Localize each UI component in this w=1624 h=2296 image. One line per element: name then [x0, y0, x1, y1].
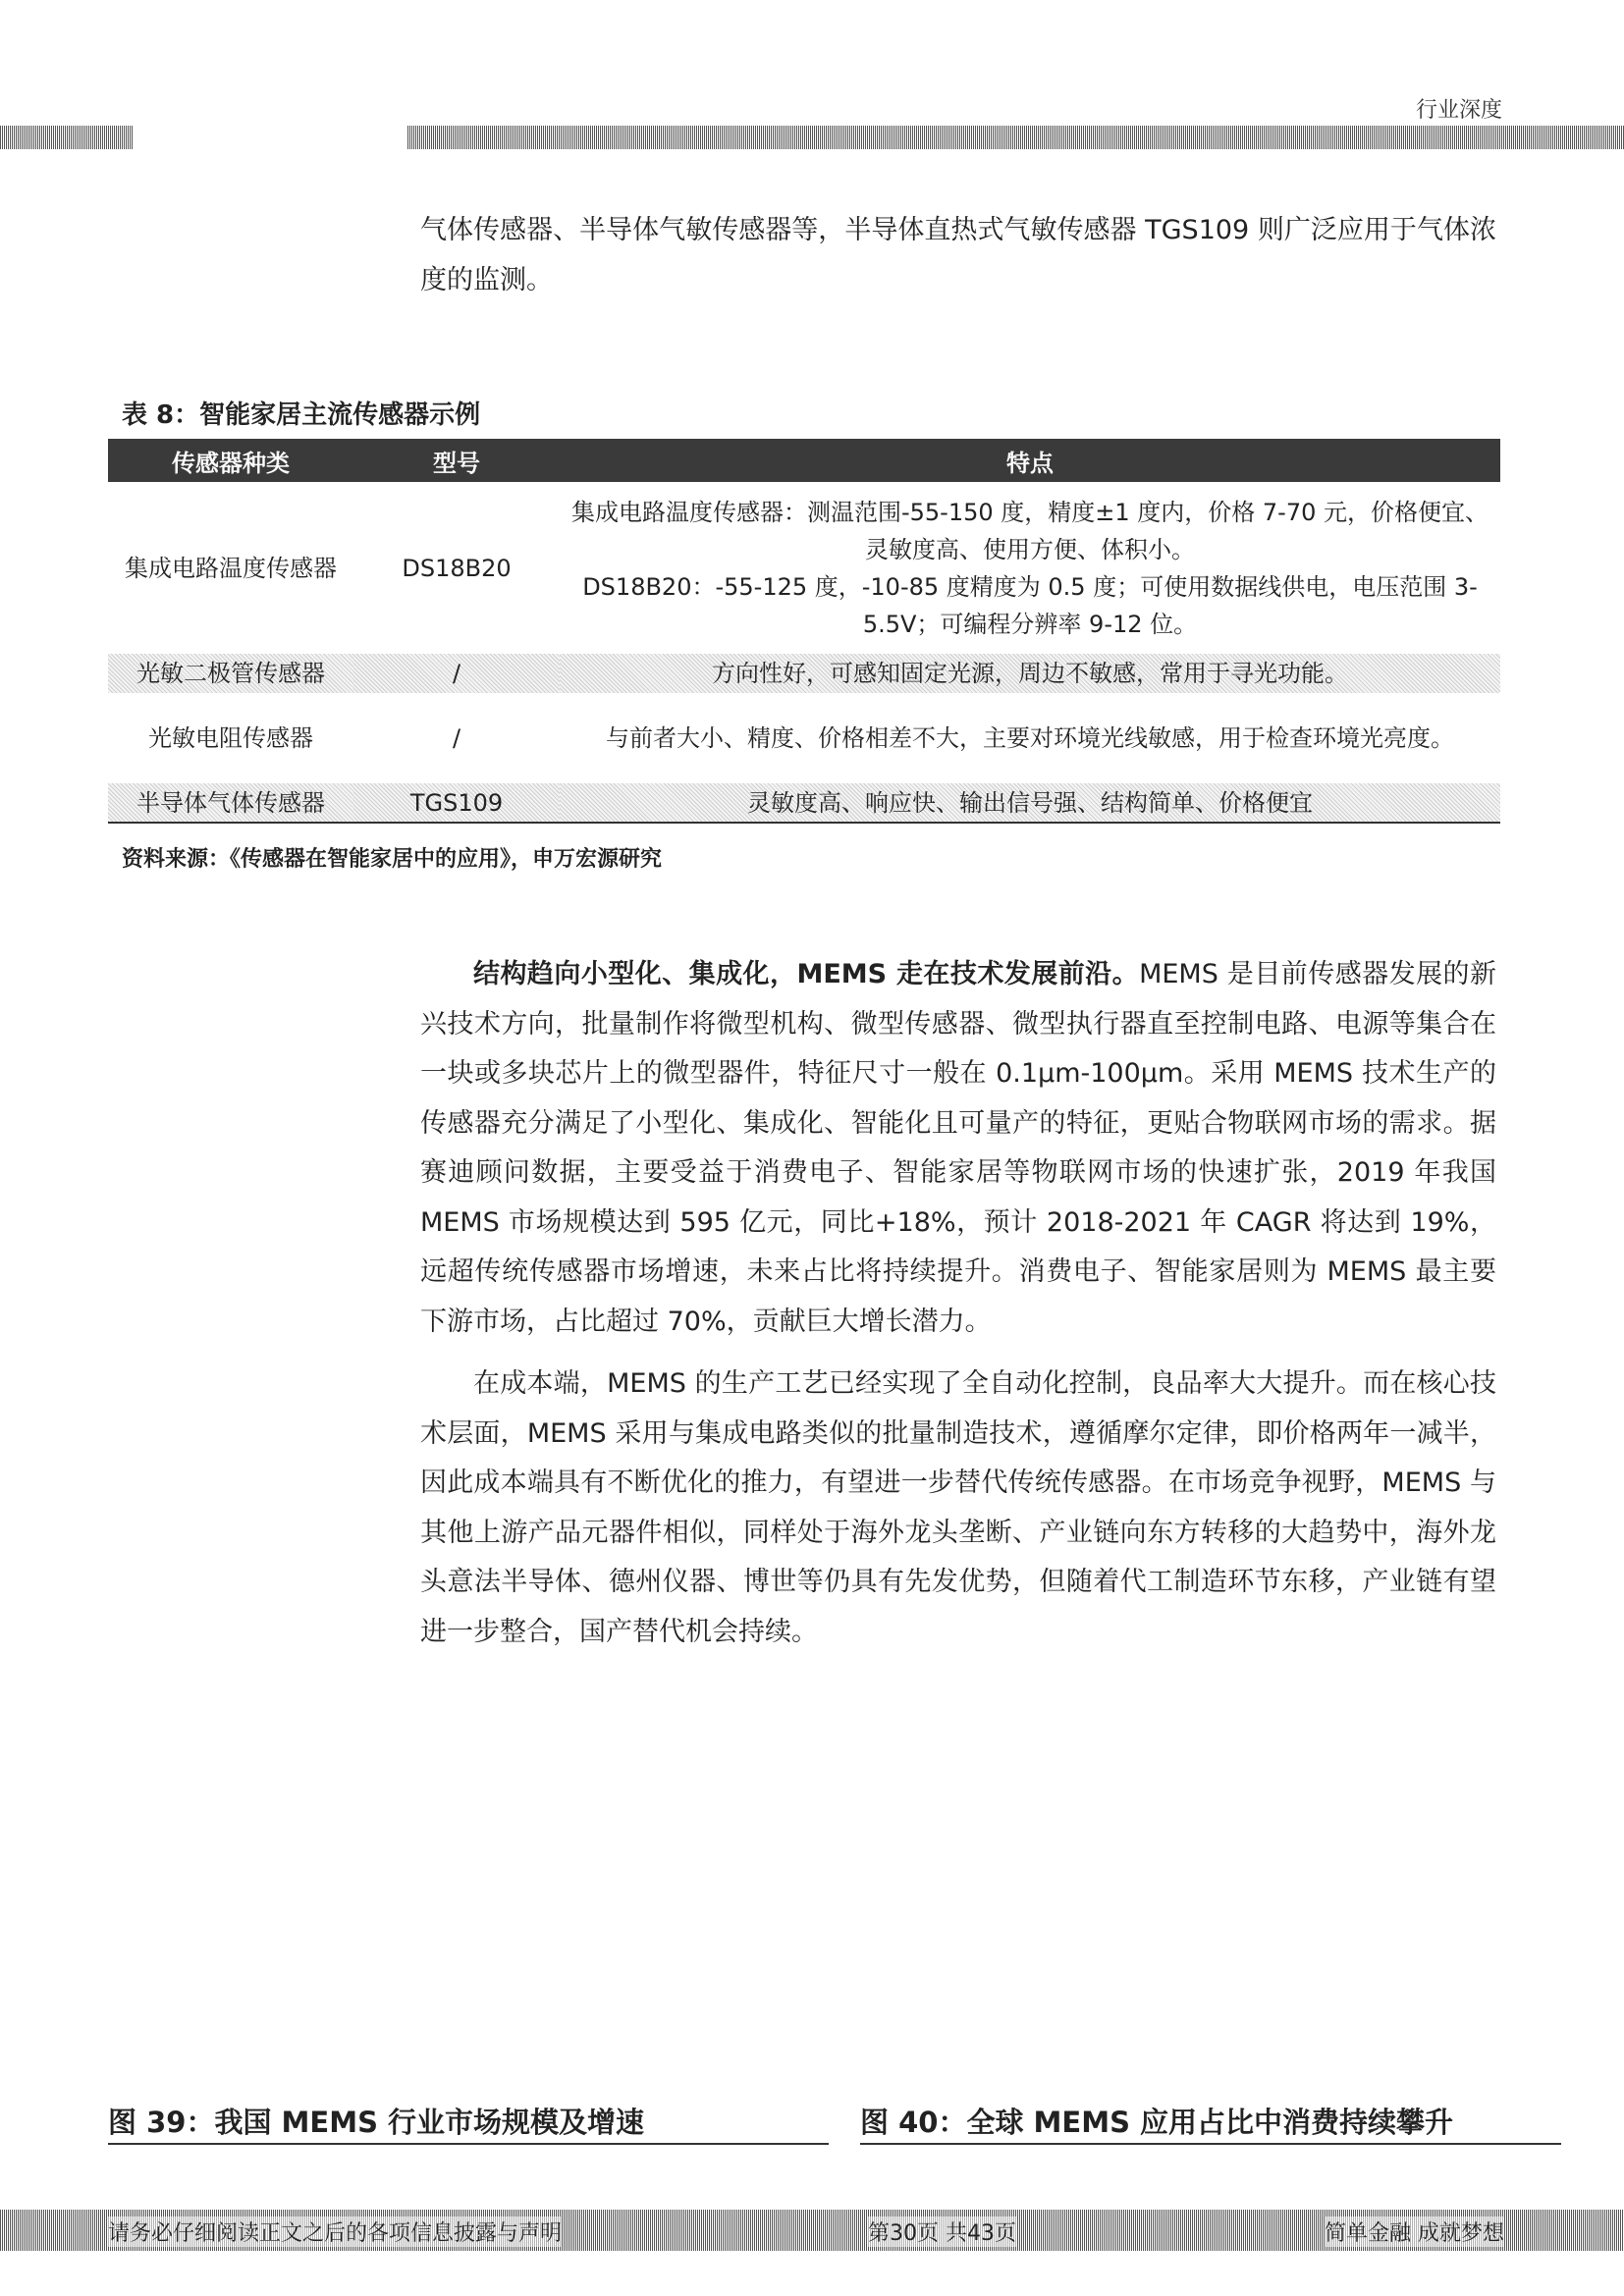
table-row — [108, 654, 1500, 693]
table-header-row — [108, 439, 1500, 482]
col-header-type: 传感器种类 — [108, 439, 353, 482]
intro-text: 气体传感器、半导体气敏传感器等，半导体直热式气敏传感器 TGS109 则广泛应用于气体浓度的监测。 — [420, 215, 1496, 295]
figure-39-rule — [108, 2143, 829, 2145]
cell-feature: 灵敏度高、响应快、输出信号强、结构简单、价格便宜 — [560, 783, 1500, 823]
figure-40-title: 图 40：全球 MEMS 应用占比中消费持续攀升 — [860, 2106, 1454, 2139]
col-header-model: 型号 — [353, 439, 560, 482]
cell-type: 半导体气体传感器 — [108, 783, 353, 823]
sensor-table — [108, 439, 1500, 824]
col-header-feature: 特点 — [560, 439, 1500, 482]
feature-line: DS18B20：-55-125 度，-10-85 度精度为 0.5 度；可使用数据线供电，电压范围 3-5.5V；可编程分辨率 9-12 位。 — [582, 572, 1478, 638]
cell-type: 光敏二极管传感器 — [108, 654, 353, 693]
table-row — [108, 482, 1500, 654]
table-title: 表 8：智能家居主流传感器示例 — [122, 400, 481, 430]
header-label: 行业深度 — [1415, 98, 1502, 123]
header-bar-left — [0, 126, 134, 149]
feature-line: 集成电路温度传感器：测温范围-55-150 度，精度±1 度内，价格 7-70 元，价格便宜、灵敏度高、使用方便、体积小。 — [570, 498, 1489, 563]
table-row — [108, 783, 1500, 823]
table-source: 资料来源：《传感器在智能家居中的应用》，申万宏源研究 — [122, 847, 663, 872]
cell-type: 光敏电阻传感器 — [148, 724, 313, 752]
cell-type: 集成电路温度传感器 — [125, 554, 337, 582]
cell-feature: 与前者大小、精度、价格相差不大，主要对环境光线敏感，用于检查环境光亮度。 — [606, 724, 1454, 752]
table-row — [108, 693, 1500, 783]
header-bar-right — [407, 126, 1624, 149]
footer-page-number: 第30页 共43页 — [868, 2216, 1016, 2247]
footer-slogan: 简单金融 成就梦想 — [1325, 2216, 1504, 2247]
cost-paragraph: 在成本端，MEMS 的生产工艺已经实现了全自动化控制，良品率大大提升。而在核心技术层面，MEMS 采用与集成电路类似的批量制造技术，遵循摩尔定律，即价格两年一减半，因此成本端具有不断优化的推力，有望进一步替代传统传感器。在市场竞争视野，MEMS 与其他上游产品元器件相似，同样处于海外龙头垄断、产业链向东方转移的大趋势中，海外龙头意法半导体、德州仪器、博世等仍具有先发优势，但随着代工制造环节东移，产业链有望进一步整合，国产替代机会持续。 — [420, 1368, 1496, 1647]
mems-body: MEMS 是目前传感器发展的新兴技术方向，批量制作将微型机构、微型传感器、微型执行器直至控制电路、电源等集合在一块或多块芯片上的微型器件，特征尺寸一般在 0.1μm-100μm。采用 MEMS 技术生产的传感器充分满足了小型化、集成化、智能化且可量产的特征，更贴合物联网市场的需求。据赛迪顾问数据，主要受益于消费电子、智能家居等物联网市场的快速扩张，2019 年我国 MEMS 市场规模达到 595 亿元，同比+18%，预计 2018-2021 年 CAGR 将达到 19%，远超传统传感器市场增速，未来占比将持续提升。消费电子、智能家居则为 MEMS 最主要下游市场，占比超过 70%，贡献巨大增长潜力。 — [420, 959, 1496, 1337]
figure-40-rule — [860, 2143, 1561, 2145]
cell-feature — [560, 482, 1500, 654]
mems-lead: 结构趋向小型化、集成化，MEMS 走在技术发展前沿。 — [473, 959, 1140, 989]
intro-paragraph — [420, 206, 1496, 305]
cell-model: / — [353, 654, 560, 693]
mems-paragraph — [420, 950, 1496, 1347]
figure-39-title: 图 39：我国 MEMS 行业市场规模及增速 — [108, 2106, 645, 2139]
cell-feature: 方向性好，可感知固定光源，周边不敏感，常用于寻光功能。 — [560, 654, 1500, 693]
cell-model: DS18B20 — [402, 554, 512, 582]
footer-disclaimer: 请务必仔细阅读正文之后的各项信息披露与声明 — [108, 2216, 562, 2247]
cell-model: / — [452, 724, 461, 752]
cell-model: TGS109 — [353, 783, 560, 823]
